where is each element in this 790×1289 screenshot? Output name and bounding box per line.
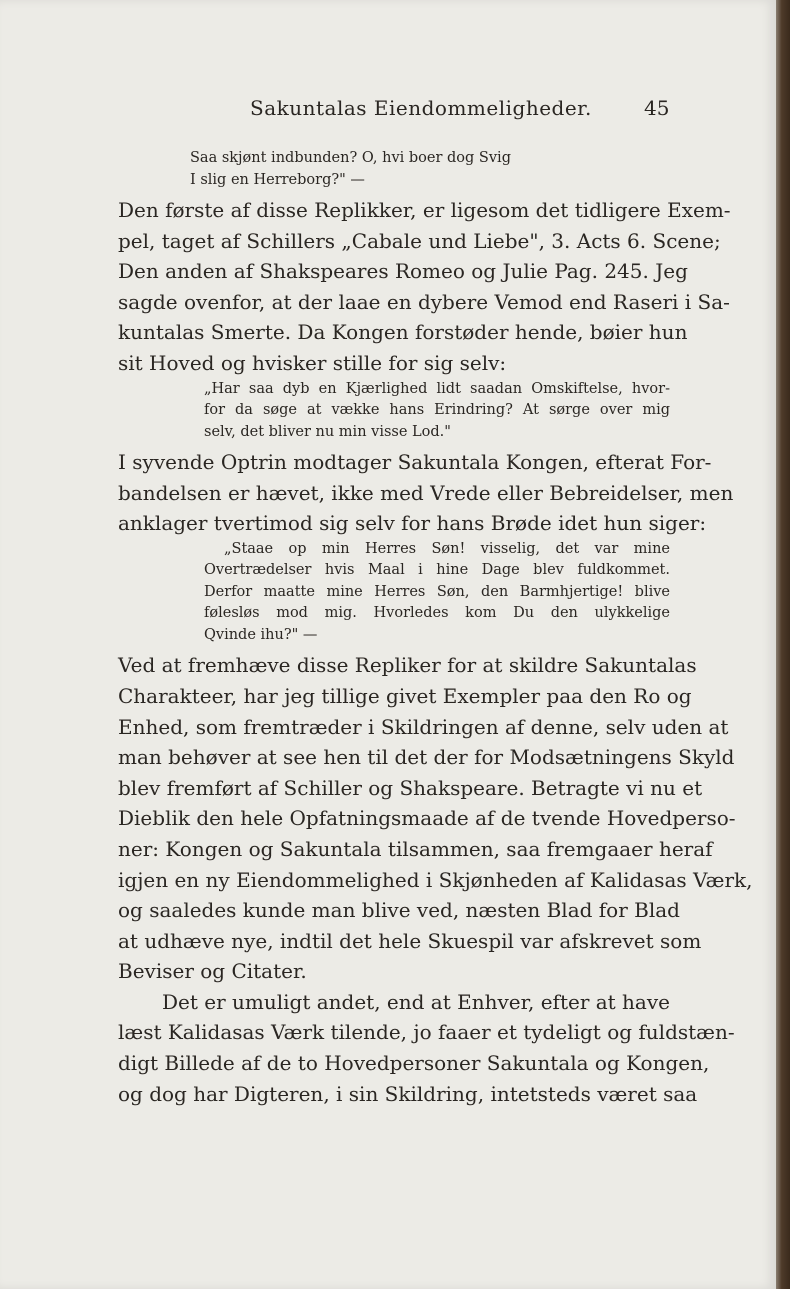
text-line: Charakteer, har jeg tillige givet Exempler paa den Ro og <box>118 683 692 708</box>
quote-line: for da søge at vække hans Erindring? At sørge over mig <box>204 402 670 419</box>
text-line: sagde ovenfor, at der laae en dybere Vemod end Raseri i Sa- <box>118 289 730 314</box>
text-line: ner: Kongen og Sakuntala tilsammen, saa fremgaaer heraf <box>118 836 713 861</box>
text-line: kuntalas Smerte. Da Kongen forstøder hende, bøier hun <box>118 320 688 345</box>
quote-line: Qvinde ihu?" — <box>204 626 318 643</box>
page-number: 45 <box>644 96 670 120</box>
book-spine-edge <box>776 0 790 1289</box>
quote-line: Derfor maatte mine Herres Søn, den Barmhjertige! blive <box>204 583 670 600</box>
text-line: at udhæve nye, indtil det hele Skuespil var afskrevet som <box>118 928 702 953</box>
text-line: Den anden af Shakspeares Romeo og Julie Pag. 245. Jeg <box>118 259 688 284</box>
quote-line: selv, det bliver nu min visse Lod." <box>204 423 451 440</box>
page-header <box>0 96 776 126</box>
page-body <box>118 148 753 1109</box>
quote-line: „Har saa dyb en Kjærlighed lidt saadan Omskiftelse, hvor- <box>204 380 670 397</box>
text-line: igjen en ny Eiendommelighed i Skjønheden af Kalidasas Værk, <box>118 867 753 892</box>
text-line: bandelsen er hævet, ikke med Vrede eller Bebreidelser, men <box>118 480 734 505</box>
text-line: Beviser og Citater. <box>118 959 307 984</box>
text-line: Det er umuligt andet, end at Enhver, efter at have <box>162 989 670 1014</box>
quote-line: Overtrædelser hvis Maal i hine Dage blev fuldkommet. <box>204 562 670 579</box>
text-line: Enhed, som fremtræder i Skildringen af denne, selv uden at <box>118 714 729 739</box>
text-line: læst Kalidasas Værk tilende, jo faaer et tydeligt og fuldstæn- <box>118 1020 735 1045</box>
text-line: sit Hoved og hvisker stille for sig selv: <box>118 350 507 375</box>
running-head: Sakuntalas Eiendommeligheder. <box>250 96 592 120</box>
text-line: Dieblik den hele Opfatningsmaade af de tvende Hovedperso- <box>118 806 736 831</box>
text-line: pel, taget af Schillers „Cabale und Liebe", 3. Acts 6. Scene; <box>118 228 721 253</box>
verse-line: I slig en Herreborg?" — <box>190 171 365 188</box>
text-line: I syvende Optrin modtager Sakuntala Kongen, efterat For- <box>118 450 712 475</box>
text-line: og dog har Digteren, i sin Skildring, intetsteds været saa <box>118 1081 698 1106</box>
text-line: anklager tvertimod sig selv for hans Brøde idet hun siger: <box>118 511 707 536</box>
quote-line: følesløs mod mig. Hvorledes kom Du den ulykkelige <box>204 605 670 622</box>
verse-line: Saa skjønt indbunden? O, hvi boer dog Svig <box>190 150 511 166</box>
text-line: og saaledes kunde man blive ved, næsten Blad for Blad <box>118 898 680 923</box>
text-line: Ved at fremhæve disse Repliker for at skildre Sakuntalas <box>118 653 697 678</box>
text-line: Den første af disse Replikker, er ligesom det tidligere Exem- <box>118 198 731 222</box>
text-line: blev fremført af Schiller og Shakspeare. Betragte vi nu et <box>118 775 703 800</box>
quote-line: „Staae op min Herres Søn! visselig, det var mine <box>224 540 670 557</box>
text-line: man behøver at see hen til det der for Modsætningens Skyld <box>118 745 735 770</box>
text-line: digt Billede af de to Hovedpersoner Sakuntala og Kongen, <box>118 1051 710 1076</box>
